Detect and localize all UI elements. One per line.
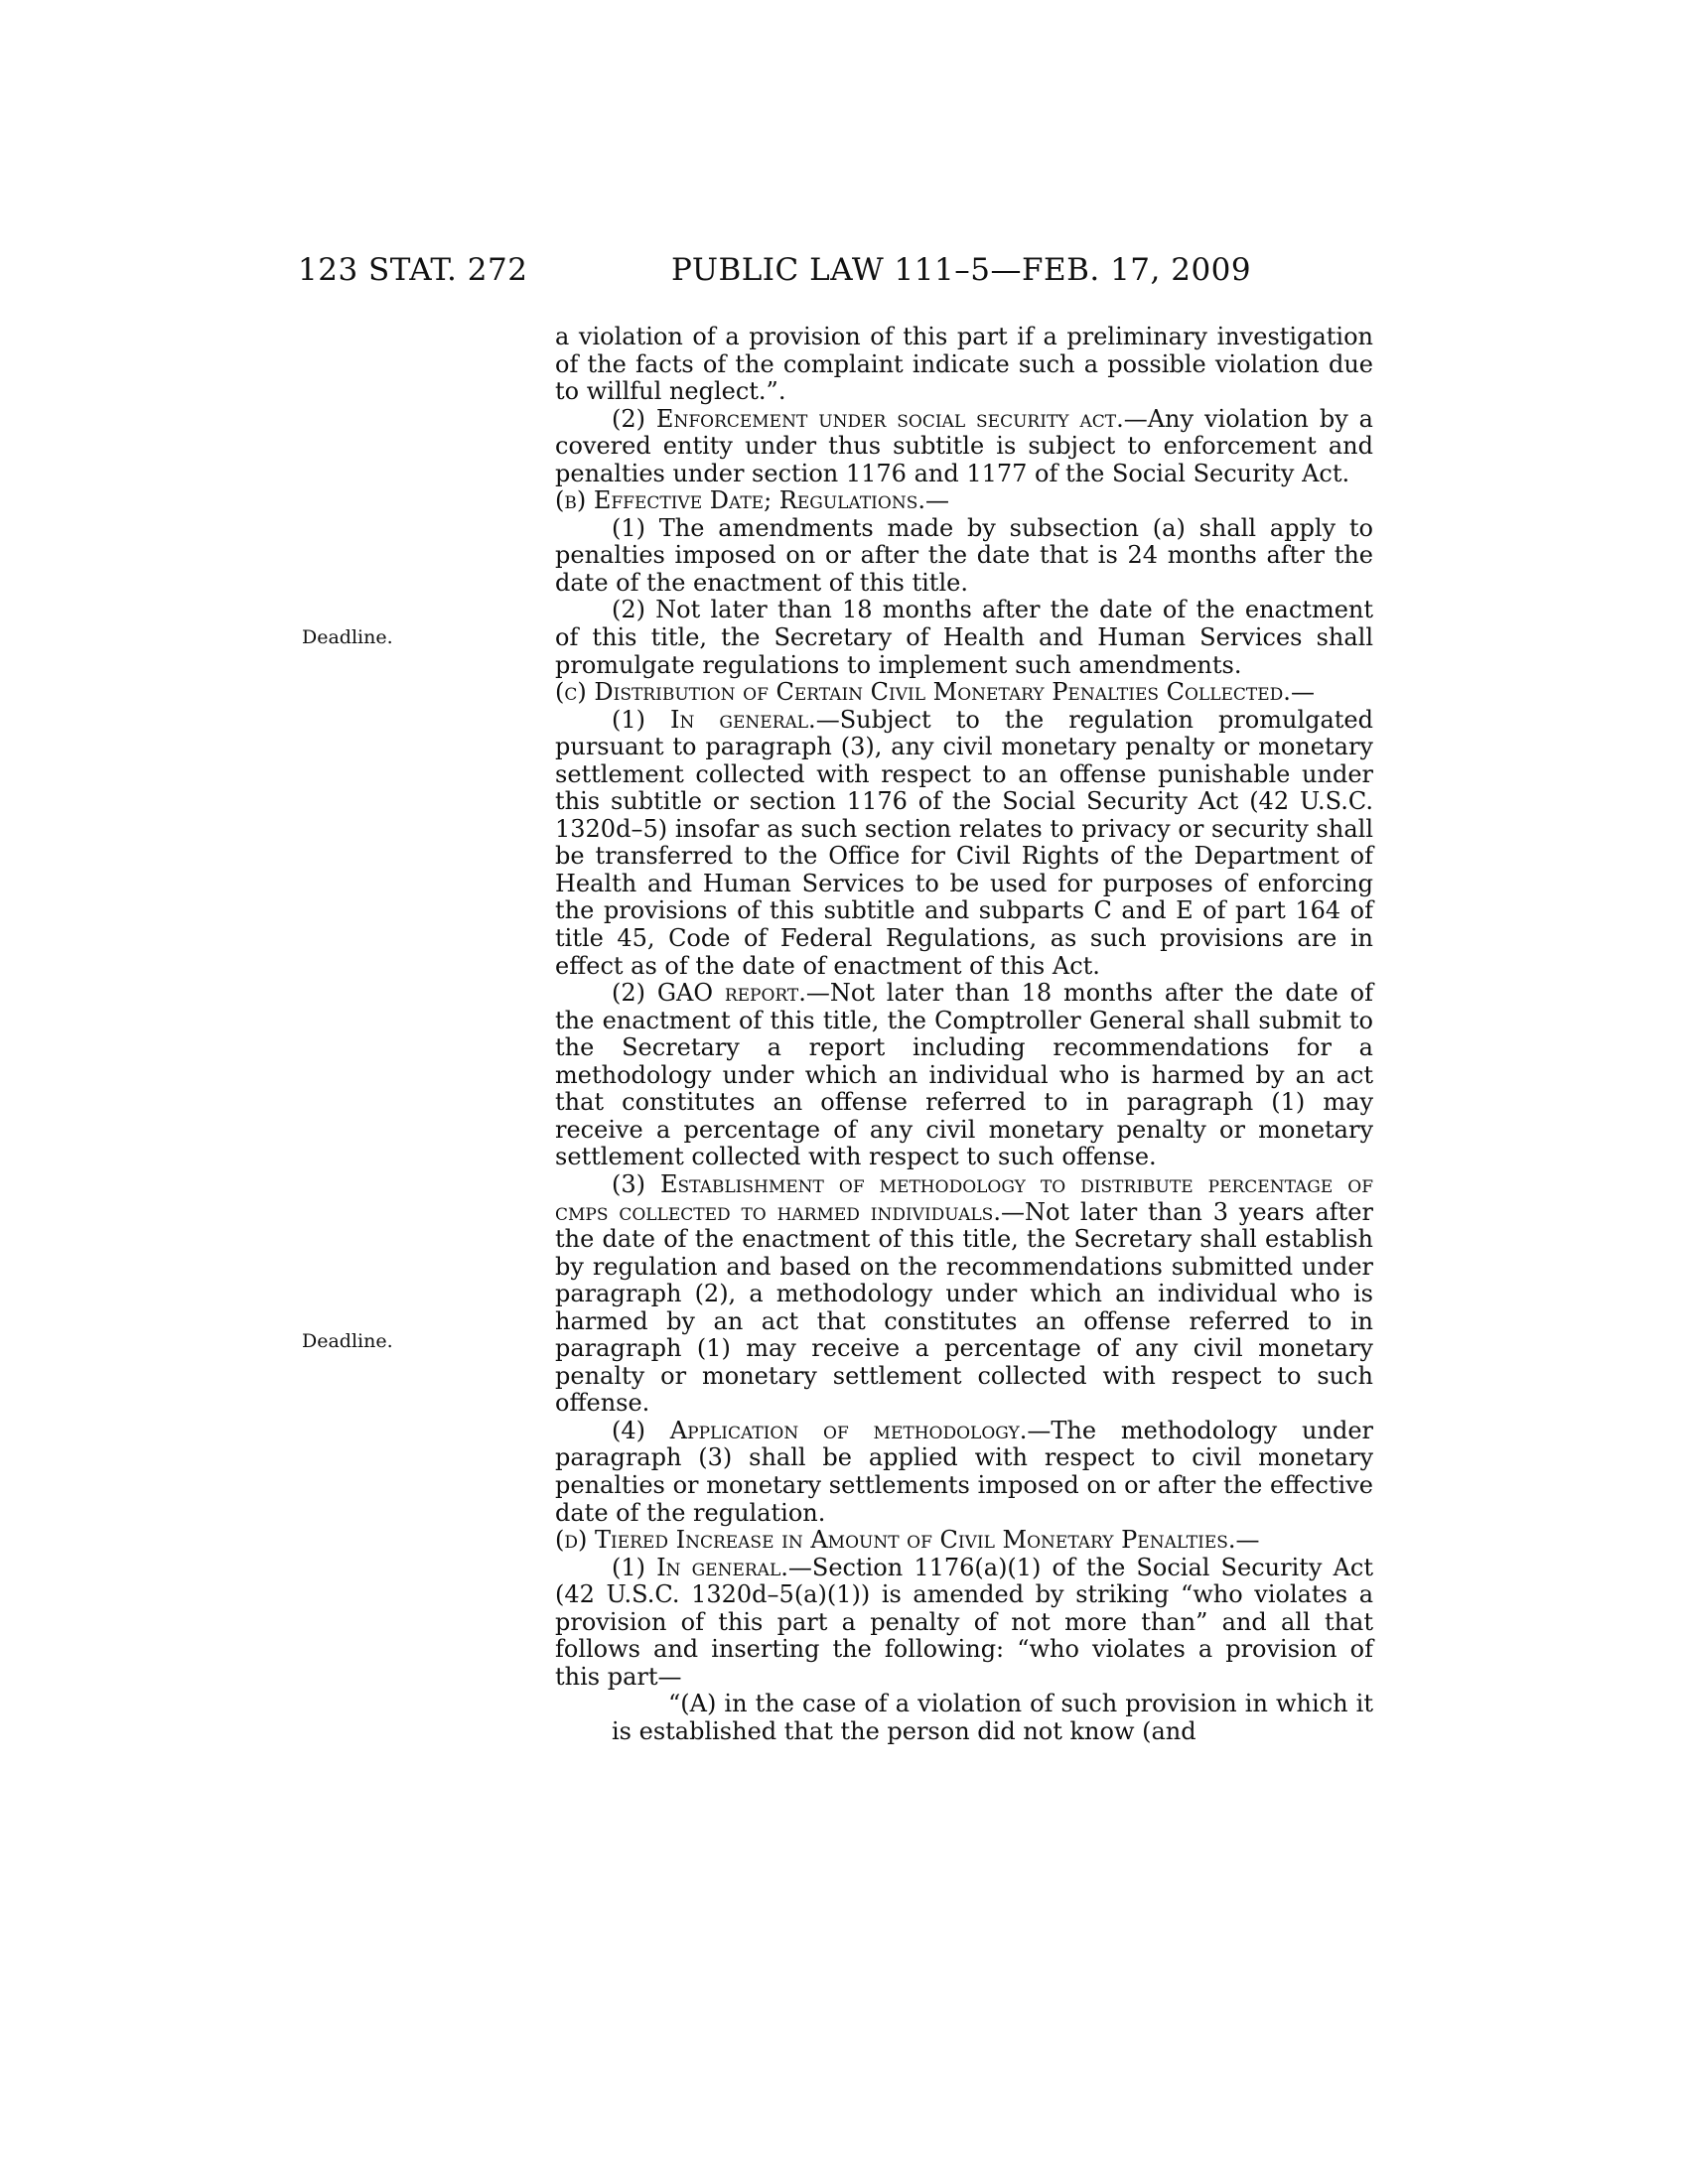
paragraph: (3) Establishment of methodology to distribute percentage of cmps collected to harmed individuals.—Not later than 3 years after the date of the enactment of this title, the Secretary shall establish by regulation and based on the recommendations submitted under paragraph (2), a methodology under which an individual who is harmed by an act that constitutes an offense referred to in paragraph (1) may receive a percentage of any civil monetary penalty or monetary settlement collected with respect to such offense. [555, 1169, 1373, 1418]
body-text [555, 324, 1373, 1745]
paragraph: (2) Not later than 18 months after the date of the enactment of this title, the Secretary of Health and Human Services shall promulgate regulations to implement such amendments. [555, 596, 1373, 679]
subsection-heading: (d) Tiered Increase in Amount of Civil Monetary Penalties.— [555, 1526, 1260, 1555]
paragraph: (1) The amendments made by subsection (a) shall apply to penalties imposed on or after the date that is 24 months after the date of the enactment of this title. [555, 513, 1373, 597]
paragraph: (1) In general.—Section 1176(a)(1) of the Social Security Act (42 U.S.C. 1320d–5(a)(1)) is amended by striking “who violates a provision of this part a penalty of not more than” and all that follows and inserting the following: “who violates a provision of this part— [555, 1553, 1373, 1691]
page-ref: 123 STAT. 272 [298, 252, 528, 288]
page-title: PUBLIC LAW 111–5—FEB. 17, 2009 [671, 252, 1252, 288]
margin-note-deadline: Deadline. [302, 1330, 393, 1352]
paragraph: a violation of a provision of this part if a preliminary investigation of the facts of the complaint indicate such a possible violation due to willful neglect.”. [555, 323, 1373, 406]
margin-note-deadline: Deadline. [302, 626, 393, 648]
subsection-heading: (c) Distribution of Certain Civil Monetary Penalties Collected.— [555, 678, 1315, 707]
subsection-heading: (b) Effective Date; Regulations.— [555, 486, 949, 515]
paragraph: (2) Enforcement under social security act.—Any violation by a covered entity under thus subtitle is subject to enforcement and penalties under section 1176 and 1177 of the Social Security Act. [555, 404, 1373, 487]
paragraph: (2) GAO report.—Not later than 18 months after the date of the enactment of this title, the Comptroller General shall submit to the Secretary a report including recommendations for a methodology under which an individual who is harmed by an act that constitutes an offense referred to in paragraph (1) may receive a percentage of any civil monetary penalty or monetary settlement collected with respect to such offense. [555, 979, 1373, 1171]
paragraph: (4) Application of methodology.—The methodology under paragraph (3) shall be applied with respect to civil monetary penalties or monetary settlements imposed on or after the effective date of the regulation. [555, 1416, 1373, 1527]
quoted-paragraph: “(A) in the case of a violation of such provision in which it is established that the person did not know (and [612, 1690, 1373, 1745]
paragraph: (1) In general.—Subject to the regulation promulgated pursuant to paragraph (3), any civil monetary penalty or monetary settlement collected with respect to an offense punishable under this subtitle or section 1176 of the Social Security Act (42 U.S.C. 1320d–5) insofar as such section relates to privacy or security shall be transferred to the Office for Civil Rights of the Department of Health and Human Services to be used for purposes of enforcing the provisions of this subtitle and subparts C and E of part 164 of title 45, Code of Federal Regulations, as such provisions are in effect as of the date of enactment of this Act. [555, 705, 1373, 980]
